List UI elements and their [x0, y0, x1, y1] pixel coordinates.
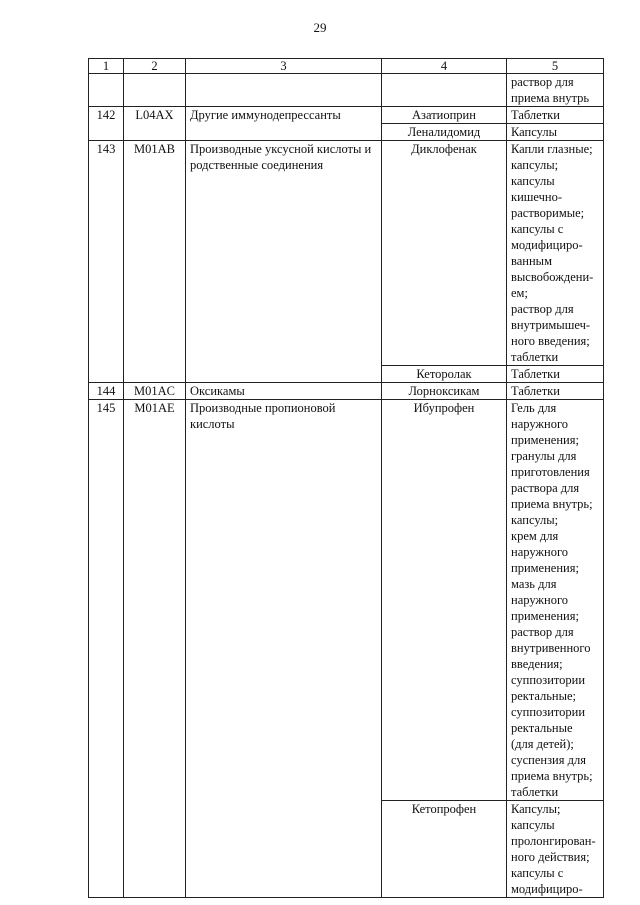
- pharm-group: Производные пропионовой кислоты: [186, 400, 382, 898]
- dosage-forms: Таблетки: [507, 366, 604, 383]
- header-col-3: 3: [186, 59, 382, 74]
- row-number: 145: [89, 400, 124, 898]
- header-row: [89, 59, 604, 74]
- table-row-continuation: [89, 74, 604, 107]
- drug-name: Леналидомид: [382, 124, 507, 141]
- row-number: [89, 74, 124, 107]
- atc-code: M01AC: [124, 383, 186, 400]
- dosage-forms: Таблетки: [507, 383, 604, 400]
- row-number: 143: [89, 141, 124, 383]
- table-row: [89, 107, 604, 124]
- header-col-5: 5: [507, 59, 604, 74]
- drug-name: Ибупрофен: [382, 400, 507, 801]
- drug-name: Кеторолак: [382, 366, 507, 383]
- table-row: [89, 383, 604, 400]
- header-col-2: 2: [124, 59, 186, 74]
- drug-name: Лорноксикам: [382, 383, 507, 400]
- header-col-1: 1: [89, 59, 124, 74]
- table-row: [89, 400, 604, 801]
- atc-code: [124, 74, 186, 107]
- drug-name: [382, 74, 507, 107]
- row-number: 142: [89, 107, 124, 141]
- atc-code: L04AX: [124, 107, 186, 141]
- page-number: 29: [313, 20, 327, 35]
- pharm-group: Оксикамы: [186, 383, 382, 400]
- table-row: [89, 141, 604, 366]
- atc-code: M01AB: [124, 141, 186, 383]
- atc-code: M01AE: [124, 400, 186, 898]
- pharm-group: [186, 74, 382, 107]
- row-number: 144: [89, 383, 124, 400]
- dosage-forms: Капсулы; капсулы пролонгирован- ного действия; капсулы с модифициро-: [507, 801, 604, 898]
- dosage-forms: Капли глазные; капсулы; капсулы кишечно- растворимые; капсулы с модифициро- ванным высвобождени- ем; раствор для внутримышеч- ного введения; таблетки: [507, 141, 604, 366]
- drug-name: Азатиоприн: [382, 107, 507, 124]
- pharm-group: Производные уксусной кислоты и родственные соединения: [186, 141, 382, 383]
- dosage-forms: Капсулы: [507, 124, 604, 141]
- drug-name: Кетопрофен: [382, 801, 507, 898]
- dosage-forms: раствор для приема внутрь: [507, 74, 604, 107]
- dosage-forms: Таблетки: [507, 107, 604, 124]
- dosage-forms: Гель для наружного применения; гранулы для приготовления раствора для приема внутрь; капсулы; крем для наружного применения; мазь для наружного применения; раствор для внутривенного введения; суппозитории ректальные; суппозитории ректальные (для детей); суспензия для приема внутрь; таблетки: [507, 400, 604, 801]
- drug-name: Диклофенак: [382, 141, 507, 366]
- drug-table: [88, 58, 604, 898]
- header-col-4: 4: [382, 59, 507, 74]
- pharm-group: Другие иммунодепрессанты: [186, 107, 382, 141]
